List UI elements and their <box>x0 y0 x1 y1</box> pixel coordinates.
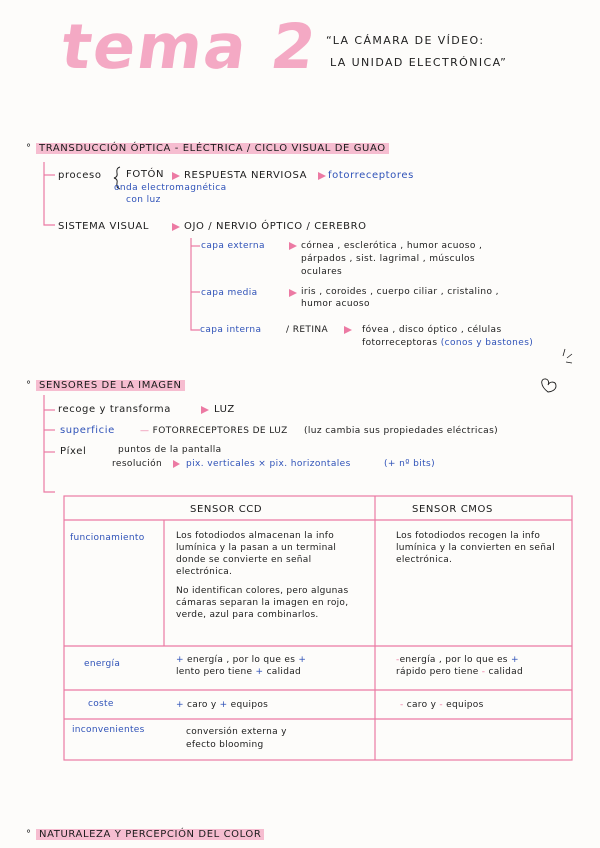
sistema-visual-label: SISTEMA VISUAL <box>58 221 149 232</box>
luz-text: LUZ <box>214 404 235 415</box>
capa-externa-line-1: córnea , esclerótica , humor acuoso , <box>301 241 483 251</box>
ccd-funcionamiento-extra: No identifican colores, pero algunas cámaras separan la imagen en rojo, verde, azul para combinarlos. <box>176 586 349 620</box>
col-header-ccd: SENSOR CCD <box>190 504 263 515</box>
capa-externa-line-3: oculares <box>301 267 343 277</box>
row-label-funcionamiento: funcionamiento <box>70 533 145 543</box>
bullet-1: ° <box>26 143 32 154</box>
capa-media-label: capa media <box>201 288 258 298</box>
section-2-heading: SENSORES DE LA IMAGEN <box>36 380 185 391</box>
retina-text: / RETINA <box>286 325 329 335</box>
ojo-chain: OJO / NERVIO ÓPTICO / CEREBRO <box>184 221 367 232</box>
cmos-funcionamiento: Los fotodiodos recogen la info lumínica y la convierten en señal electrónica. <box>396 531 555 565</box>
capa-media-line-1: iris , coroides , cuerpo ciliar , cristalino , <box>301 287 499 297</box>
resolucion-label: resolución <box>112 459 163 469</box>
capa-interna-label: capa interna <box>200 325 262 335</box>
ccd-energia: + energía , por lo que es + lento pero tiene + calidad <box>176 655 307 677</box>
ccd-inconvenientes-line-2: efecto blooming <box>186 740 264 750</box>
superficie-text: — FOTORRECEPTORES DE LUZ <box>140 426 288 436</box>
bullet-3: ° <box>26 829 32 840</box>
ccd-funcionamiento: Los fotodiodos almacenan la info lumínica y la pasan a un terminal donde se convierte en señal electrónica. <box>176 531 337 577</box>
row-label-inconvenientes: inconvenientes <box>72 725 145 735</box>
pixel-text: puntos de la pantalla <box>118 445 222 455</box>
superficie-label: superficie <box>60 425 115 436</box>
ccd-inconvenientes-line-1: conversión externa y <box>186 727 287 737</box>
proceso-label: proceso <box>58 170 102 181</box>
resolucion-note: (+ nº bits) <box>384 459 436 469</box>
foton-note-2: con luz <box>126 195 161 205</box>
foton-text: FOTÓN <box>126 169 165 180</box>
col-header-cmos: SENSOR CMOS <box>412 504 493 515</box>
respuesta-text: RESPUESTA NERVIOSA <box>184 170 308 181</box>
section-1-heading: TRANSDUCCIÓN ÓPTICA - ELÉCTRICA / CICLO VISUAL DE GUAO <box>36 143 389 154</box>
subtitle-line-2: LA UNIDAD ELECTRÓNICA” <box>330 56 508 69</box>
capa-media-line-2: humor acuoso <box>301 299 370 309</box>
section-3-heading: NATURALEZA Y PERCEPCIÓN DEL COLOR <box>36 829 264 840</box>
bullet-2: ° <box>26 380 32 391</box>
capa-interna-line-2: fotorreceptoras (conos y bastones) <box>362 338 534 348</box>
heart-doodle <box>542 379 556 392</box>
superficie-note: (luz cambia sus propiedades eléctricas) <box>304 426 499 436</box>
recoge-text: recoge y transforma <box>58 404 171 415</box>
cmos-energia: -energía , por lo que es + rápido pero tiene - calidad <box>396 655 523 677</box>
capa-interna-line-1: fóvea , disco óptico , células <box>362 325 502 335</box>
resolucion-formula: pix. verticales × pix. horizontales <box>186 459 351 469</box>
row-label-energia: energía <box>84 659 121 669</box>
capa-externa-label: capa externa <box>201 241 265 251</box>
ccd-coste: + caro y + equipos <box>176 700 269 710</box>
foton-note-1: onda electromagnética <box>114 183 227 193</box>
fotorreceptores-text: fotorreceptores <box>328 170 414 181</box>
cmos-coste: - caro y - equipos <box>400 700 484 710</box>
subtitle-line-1: “LA CÁMARA DE VÍDEO: <box>326 34 485 47</box>
page-title: tema 2 <box>56 10 322 83</box>
capa-externa-line-2: párpados , sist. lagrimal , músculos <box>301 254 475 264</box>
row-label-coste: coste <box>88 699 114 709</box>
pixel-label: Píxel <box>60 446 87 457</box>
